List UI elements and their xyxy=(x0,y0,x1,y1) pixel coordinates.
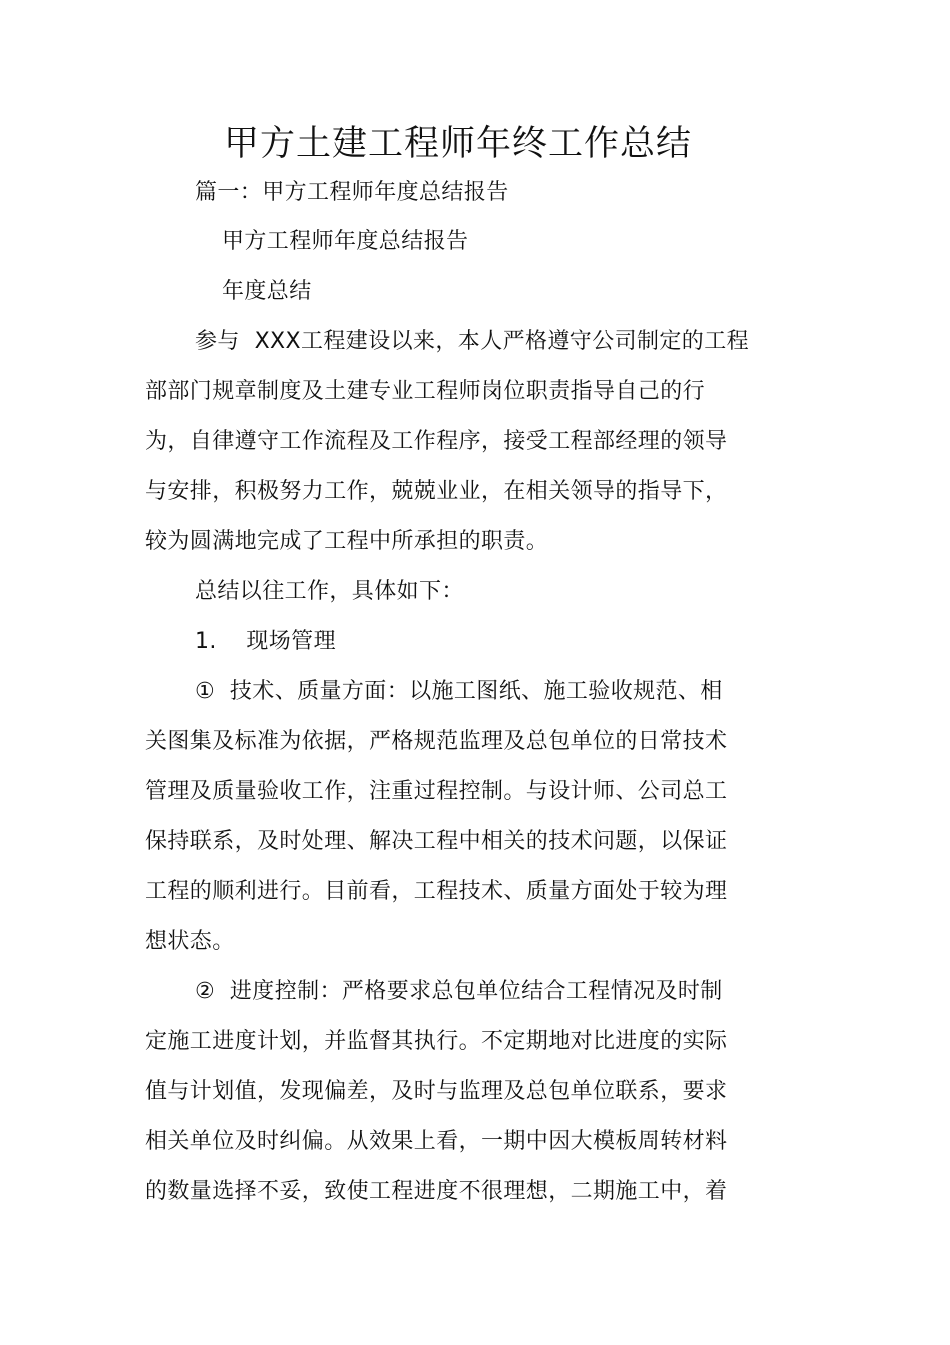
paragraph-line: 管理及质量验收工作，注重过程控制。与设计师、公司总工 xyxy=(145,779,728,804)
paragraph-line: 工程的顺利进行。目前看，工程技术、质量方面处于较为理 xyxy=(145,879,728,904)
paragraph-line: 想状态。 xyxy=(145,929,235,954)
paragraph-line: 的数量选择不妥，致使工程进度不很理想，二期施工中，着 xyxy=(145,1179,728,1204)
paragraph-line: 定施工进度计划，并监督其执行。不定期地对比进度的实际 xyxy=(145,1029,728,1054)
paragraph-line: 较为圆满地完成了工程中所承担的职责。 xyxy=(145,529,549,554)
paragraph-line: 相关单位及时纠偏。从效果上看，一期中因大模板周转材料 xyxy=(145,1129,728,1154)
summary-intro-line: 总结以往工作，具体如下： xyxy=(195,579,464,604)
paragraph-line: 值与计划值，发现偏差，及时与监理及总包单位联系，要求 xyxy=(145,1079,728,1104)
paragraph-line: ② 进度控制：严格要求总包单位结合工程情况及时制 xyxy=(195,979,723,1004)
paragraph-line: ① 技术、质量方面：以施工图纸、施工验收规范、相 xyxy=(195,679,723,704)
paragraph-line: 参与 XXX工程建设以来，本人严格遵守公司制定的工程 xyxy=(195,329,750,354)
paragraph-line: 为，自律遵守工作流程及工作程序，接受工程部经理的领导 xyxy=(145,429,728,454)
report-subtitle-line: 年度总结 xyxy=(222,279,312,304)
paragraph-line: 关图集及标准为依据，严格规范监理及总包单位的日常技术 xyxy=(145,729,728,754)
section-heading: 篇一：甲方工程师年度总结报告 xyxy=(195,180,509,205)
paragraph-line: 保持联系，及时处理、解决工程中相关的技术问题，以保证 xyxy=(145,829,728,854)
document-title: 甲方土建工程师年终工作总结 xyxy=(223,124,692,164)
paragraph-line: 与安排，积极努力工作，兢兢业业，在相关领导的指导下， xyxy=(145,479,728,504)
report-title-line: 甲方工程师年度总结报告 xyxy=(222,229,469,254)
list-heading: 1. 现场管理 xyxy=(195,629,336,654)
paragraph-line: 部部门规章制度及土建专业工程师岗位职责指导自己的行 xyxy=(145,379,706,404)
